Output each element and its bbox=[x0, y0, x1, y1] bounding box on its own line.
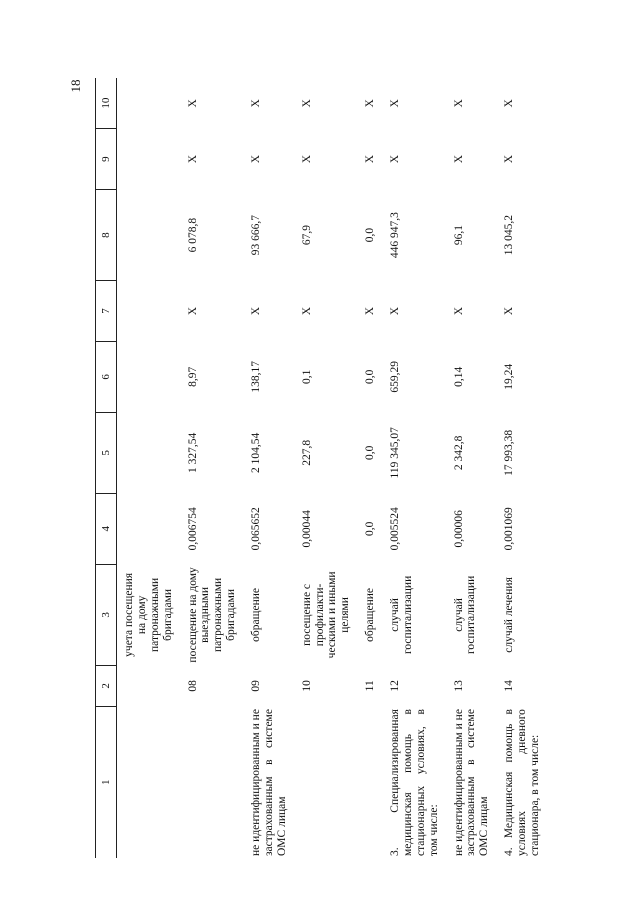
row-c6 bbox=[117, 341, 183, 412]
header-cell-9: 9 bbox=[96, 129, 117, 190]
header-cell-4: 4 bbox=[96, 493, 117, 564]
row-code: 09 bbox=[250, 680, 262, 692]
header-cell-1: 1 bbox=[96, 706, 117, 858]
table-row bbox=[360, 78, 385, 858]
row-c9: X bbox=[452, 154, 465, 164]
row-c10: X bbox=[452, 99, 465, 108]
row-c8: 93 666,7 bbox=[250, 214, 262, 256]
row-c10: X bbox=[364, 99, 377, 108]
row-c5: 1 327,54 bbox=[186, 432, 199, 473]
row-c9: X bbox=[186, 154, 199, 164]
row-c6: 0,1 bbox=[300, 369, 313, 385]
row-c9: X bbox=[364, 154, 377, 164]
row-c7: X bbox=[452, 306, 465, 316]
row-c5: 119 345,07 bbox=[389, 427, 401, 479]
row-c9: X bbox=[503, 154, 516, 164]
data-table bbox=[95, 78, 550, 858]
row-name: 4. Медицинская помощь в условиях дневного стационара, в том числе: bbox=[503, 709, 541, 856]
row-c9: X bbox=[389, 154, 401, 164]
row-c4: 0,00044 bbox=[300, 510, 313, 548]
row-c5 bbox=[117, 412, 183, 493]
row-c10: X bbox=[186, 99, 199, 108]
row-c8: 0,0 bbox=[364, 227, 377, 243]
row-unit: случай госпитализации bbox=[452, 575, 478, 655]
row-c5: 0,0 bbox=[364, 445, 377, 461]
table-row bbox=[117, 78, 183, 858]
rotated-table-area bbox=[95, 78, 625, 858]
row-c5: 17 993,38 bbox=[503, 429, 516, 476]
row-c8: 446 947,3 bbox=[389, 212, 401, 259]
row-c6: 19,24 bbox=[503, 363, 516, 390]
row-c8: 96,1 bbox=[452, 225, 465, 246]
row-c6: 659,29 bbox=[389, 361, 401, 393]
row-c5: 2 104,54 bbox=[250, 432, 262, 473]
row-unit: посещение с профилакти-ческими и иными целями bbox=[300, 571, 352, 659]
header-cell-5: 5 bbox=[96, 412, 117, 493]
row-c8: 6 078,8 bbox=[186, 217, 199, 253]
row-c7: X bbox=[389, 306, 401, 316]
row-c10: X bbox=[389, 99, 401, 108]
row-c10: X bbox=[250, 99, 262, 108]
row-name bbox=[117, 706, 183, 858]
table-row bbox=[183, 78, 247, 858]
row-c7: X bbox=[250, 306, 262, 316]
row-c7: X bbox=[364, 306, 377, 316]
row-code: 12 bbox=[389, 680, 401, 692]
row-code: 10 bbox=[300, 680, 313, 692]
row-unit: случай госпитализации bbox=[389, 575, 414, 655]
row-c8 bbox=[117, 189, 183, 280]
row-c6: 8,97 bbox=[186, 366, 199, 387]
row-code: 08 bbox=[186, 680, 199, 692]
row-unit: случай лечения bbox=[503, 577, 516, 653]
row-code: 11 bbox=[364, 680, 377, 692]
row-c4: 0,00006 bbox=[452, 510, 465, 548]
table-row bbox=[246, 78, 297, 858]
row-c6: 0,0 bbox=[364, 369, 377, 385]
table-row bbox=[297, 78, 361, 858]
row-c4: 0,0 bbox=[364, 521, 377, 536]
header-cell-2: 2 bbox=[96, 666, 117, 707]
header-cell-7: 7 bbox=[96, 281, 117, 342]
row-code: 13 bbox=[452, 680, 465, 692]
row-c8: 13 045,2 bbox=[503, 214, 516, 256]
row-name bbox=[360, 706, 385, 858]
row-c4: 0,001069 bbox=[503, 507, 516, 551]
row-c10 bbox=[117, 78, 183, 129]
page-number: 18 bbox=[68, 79, 83, 93]
table-row bbox=[499, 78, 550, 858]
row-c7: X bbox=[300, 306, 313, 316]
row-name: не идентифицированным и не застрахованным в системе ОМС лицам bbox=[452, 709, 491, 856]
row-name bbox=[297, 706, 361, 858]
row-c10: X bbox=[300, 99, 313, 108]
header-row bbox=[96, 78, 117, 858]
row-c4: 0,005524 bbox=[389, 507, 401, 551]
row-c4 bbox=[117, 493, 183, 564]
row-c10: X bbox=[503, 99, 516, 108]
row-name: 3. Специализированная медицинская помощь в стационарных условиях, в том числе: bbox=[389, 709, 440, 856]
row-c5: 227,8 bbox=[300, 439, 313, 466]
row-unit: учета посещения на дому патронажными бригадами bbox=[123, 572, 174, 657]
row-c9: X bbox=[300, 154, 313, 164]
row-c4: 0,006754 bbox=[186, 507, 199, 551]
row-c4: 0,065652 bbox=[250, 507, 262, 551]
row-c9: X bbox=[250, 154, 262, 164]
table-row bbox=[385, 78, 449, 858]
row-unit: посещение на дому выездными патронажными бригадами bbox=[186, 567, 238, 663]
row-c5: 2 342,8 bbox=[452, 435, 465, 471]
header-cell-10: 10 bbox=[96, 78, 117, 129]
row-c8: 67,9 bbox=[300, 225, 313, 246]
row-c9 bbox=[117, 129, 183, 190]
row-c7 bbox=[117, 281, 183, 342]
header-cell-3: 3 bbox=[96, 564, 117, 665]
row-name: не идентифицированным и не застрахованным в системе ОМС лицам bbox=[250, 709, 288, 856]
header-cell-8: 8 bbox=[96, 189, 117, 280]
row-unit: обращение bbox=[364, 587, 377, 642]
row-name bbox=[183, 706, 247, 858]
header-cell-6: 6 bbox=[96, 341, 117, 412]
row-code bbox=[117, 666, 183, 707]
table-row bbox=[449, 78, 500, 858]
row-unit: обращение bbox=[250, 587, 262, 642]
row-c6: 0,14 bbox=[452, 366, 465, 387]
row-c7: X bbox=[186, 306, 199, 316]
row-code: 14 bbox=[503, 680, 516, 692]
row-c7: X bbox=[503, 306, 516, 316]
row-c6: 138,17 bbox=[250, 361, 262, 393]
